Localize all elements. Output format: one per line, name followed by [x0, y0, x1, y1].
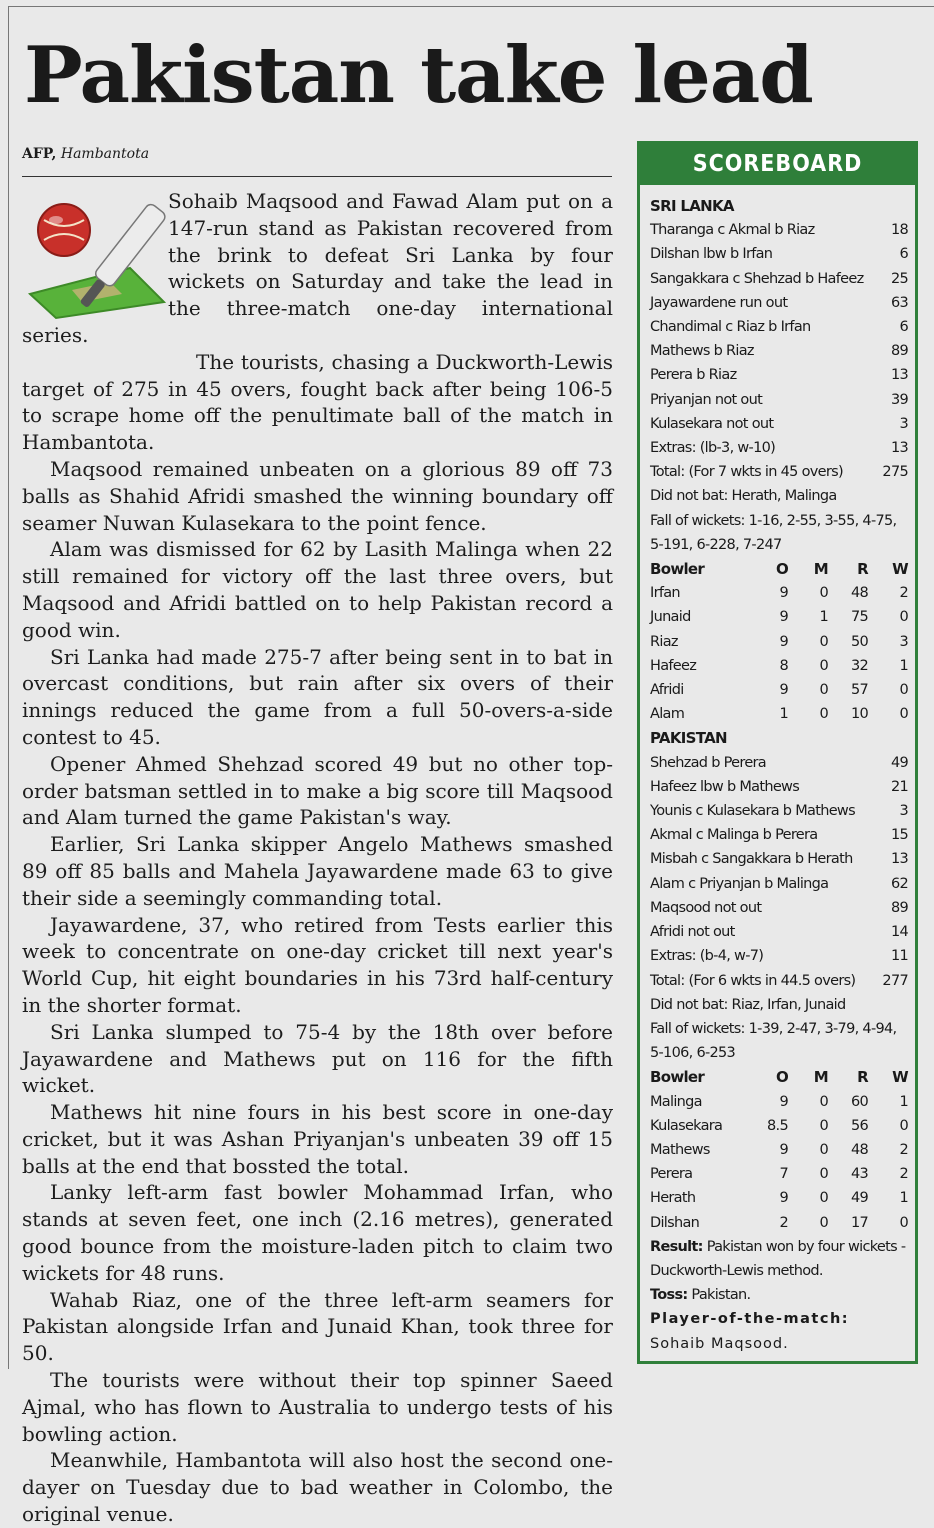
- maidens: 0: [819, 1117, 828, 1134]
- runs-col: R: [857, 1068, 868, 1087]
- wickets-col: W: [892, 1068, 908, 1087]
- runs: 13: [890, 367, 908, 384]
- batting-row: [650, 242, 908, 266]
- wickets: 0: [899, 609, 908, 626]
- batting-row: [650, 775, 908, 799]
- total-label: Total: (For 7 wkts in 45 overs): [650, 464, 843, 481]
- total-row: [650, 460, 908, 484]
- batsman: Maqsood not out: [650, 899, 762, 916]
- runs: 18: [890, 222, 908, 239]
- runs: 48: [850, 585, 868, 602]
- runs: 49: [890, 754, 908, 771]
- batting-row: [650, 291, 908, 315]
- runs: 62: [890, 875, 908, 892]
- bowler: Afridi: [650, 682, 684, 699]
- runs: 49: [850, 1190, 868, 1207]
- bowler: Irfan: [650, 585, 680, 602]
- batting-row: [650, 896, 908, 920]
- extras-row: [650, 436, 908, 460]
- batsman: Jayawardene run out: [650, 294, 788, 311]
- wickets: 2: [899, 585, 908, 602]
- did-not-bat: Did not bat: Herath, Malinga: [650, 488, 837, 505]
- bowling-row: [650, 1138, 908, 1162]
- byline-divider: [22, 176, 612, 177]
- wickets: 0: [899, 682, 908, 699]
- runs: 57: [850, 682, 868, 699]
- bowling-row: [650, 1162, 908, 1186]
- article-paragraph: Earlier, Sri Lanka skipper Angelo Mathews smashed 89 off 85 balls and Mahela Jayawardene made 63 to give their side a seemingly commanding total.: [22, 832, 613, 910]
- maidens: 0: [819, 1166, 828, 1183]
- article-paragraph: Maqsood remained unbeaten on a glorious 89 off 73 balls as Shahid Afridi smashed the winning boundary off seamer Nuwan Kulasekara to the point fence.: [22, 456, 613, 535]
- bowler: Herath: [650, 1190, 696, 1207]
- headline: Pakistan take lead: [24, 30, 813, 121]
- batsman: Hafeez lbw b Mathews: [650, 778, 800, 795]
- maidens: 1: [819, 609, 828, 626]
- fall-of-wickets: Fall of wickets: 1-39, 2-47, 3-79, 4-94, 5-106, 6-253: [650, 1020, 897, 1062]
- runs: 13: [890, 851, 908, 868]
- maidens: 0: [819, 1093, 828, 1110]
- overs: 9: [779, 682, 788, 699]
- batting-row: [650, 799, 908, 823]
- total-value: 277: [882, 972, 908, 989]
- article-paragraph: Alam was dismissed for 62 by Lasith Malinga when 22 still remained for victory off the last three overs, but Maqsood and Afridi battled on to help Pakistan record a good win.: [22, 537, 613, 642]
- runs: 63: [890, 294, 908, 311]
- maidens: 0: [819, 682, 828, 699]
- batsman: Alam c Priyanjan b Malinga: [650, 875, 829, 892]
- runs: 3: [899, 803, 908, 820]
- wickets: 0: [899, 706, 908, 723]
- batting-row: [650, 412, 908, 436]
- team-heading: PAKISTAN: [650, 729, 727, 748]
- overs: 9: [779, 609, 788, 626]
- potm-text: Sohaib Maqsood.: [650, 1335, 789, 1352]
- potm-label: Player-of-the-match:: [650, 1311, 850, 1328]
- player-of-the-match: [650, 1307, 908, 1355]
- runs: 48: [850, 1141, 868, 1158]
- maidens: 0: [819, 585, 828, 602]
- batsman: Misbah c Sangakkara b Herath: [650, 851, 853, 868]
- batting-row: [650, 363, 908, 387]
- byline: [22, 146, 149, 162]
- bowling-header: [650, 1065, 908, 1089]
- overs: 8.5: [767, 1117, 788, 1134]
- extras-label: Extras: (b-4, w-7): [650, 948, 764, 965]
- bowling-row: [650, 702, 908, 726]
- runs: 56: [850, 1117, 868, 1134]
- article-paragraph-text: Sohaib Maqsood and Fawad Alam put on a 147-run stand as Pakistan recovered from the brink to defeat Sri Lanka by four wickets on Saturday and take the lead in the three-match one-day international series.: [22, 189, 613, 347]
- batting-row: [650, 920, 908, 944]
- article-paragraph: Mathews hit nine fours in his best score in one-day cricket, but it was Ashan Priyanjan's unbeaten 39 off 15 balls at the end that bossted the total.: [22, 1100, 613, 1178]
- maidens: 0: [819, 633, 828, 650]
- overs: 7: [779, 1166, 788, 1183]
- maidens: 0: [819, 1190, 828, 1207]
- batsman: Priyanjan not out: [650, 391, 763, 408]
- batsman: Perera b Riaz: [650, 367, 737, 384]
- total-value: 275: [882, 464, 908, 481]
- bowler-col: Bowler: [650, 1068, 705, 1087]
- runs: 39: [890, 391, 908, 408]
- toss: [650, 1283, 908, 1307]
- bowler-col: Bowler: [650, 560, 705, 579]
- byline-agency: AFP,: [22, 146, 57, 162]
- batsman: Younis c Kulasekara b Mathews: [650, 803, 855, 820]
- batsman: Chandimal c Riaz b Irfan: [650, 319, 811, 336]
- runs: 32: [850, 657, 868, 674]
- bowling-row: [650, 581, 908, 605]
- total-label: Total: (For 6 wkts in 44.5 overs): [650, 972, 856, 989]
- wickets: 1: [899, 1093, 908, 1110]
- article-paragraph: The tourists were without their top spinner Saeed Ajmal, who has flown to Australia to undergo tests of his bowling action.: [22, 1368, 613, 1446]
- runs: 14: [890, 924, 908, 941]
- batsman: Shehzad b Perera: [650, 754, 766, 771]
- runs: 75: [850, 609, 868, 626]
- article-paragraph: Sri Lanka had made 275-7 after being sent in to bat in overcast conditions, but rain after six overs of their innings reduced the game from a full 50-overs-a-side contest to 45.: [22, 644, 613, 749]
- bowler: Junaid: [650, 609, 691, 626]
- batting-row: [650, 388, 908, 412]
- overs: 9: [779, 1190, 788, 1207]
- runs: 21: [890, 778, 908, 795]
- toss-label: Toss:: [650, 1287, 688, 1304]
- runs: 89: [890, 899, 908, 916]
- runs: 60: [850, 1093, 868, 1110]
- batsman: Akmal c Malinga b Perera: [650, 827, 818, 844]
- batsman: Sangakkara c Shehzad b Hafeez: [650, 270, 864, 287]
- bowling-row: [650, 1186, 908, 1210]
- overs: 9: [779, 585, 788, 602]
- result-label: Result:: [650, 1238, 703, 1255]
- logo-space: [22, 188, 168, 318]
- wickets: 2: [899, 1166, 908, 1183]
- toss-text: Pakistan.: [691, 1287, 751, 1304]
- extras-value: 11: [890, 948, 908, 965]
- wickets: 3: [899, 633, 908, 650]
- batting-row: [650, 339, 908, 363]
- bowling-row: [650, 605, 908, 629]
- bowler: Alam: [650, 706, 685, 723]
- batting-row: [650, 823, 908, 847]
- bowling-row: [650, 1090, 908, 1114]
- scoreboard: [637, 141, 918, 1364]
- bowler: Hafeez: [650, 657, 697, 674]
- batsman: Dilshan lbw b Irfan: [650, 246, 773, 263]
- wickets-col: W: [892, 560, 908, 579]
- batsman: Tharanga c Akmal b Riaz: [650, 222, 815, 239]
- bowler: Mathews: [650, 1141, 710, 1158]
- bowling-row: [650, 654, 908, 678]
- maidens: 0: [819, 1214, 828, 1231]
- batting-row: [650, 267, 908, 291]
- wickets: 2: [899, 1141, 908, 1158]
- bowling-row: [650, 678, 908, 702]
- bowler: Dilshan: [650, 1214, 700, 1231]
- runs: 17: [850, 1214, 868, 1231]
- batting-row: [650, 751, 908, 775]
- batting-row: [650, 218, 908, 242]
- overs: 9: [779, 1093, 788, 1110]
- overs-col: O: [775, 560, 788, 579]
- runs: 25: [890, 270, 908, 287]
- runs: 15: [890, 827, 908, 844]
- article-paragraph: Jayawardene, 37, who retired from Tests earlier this week to concentrate on one-day cricket till next year's World Cup, hit eight boundaries in his 73rd half-century in the shorter format.: [22, 912, 613, 1017]
- article-paragraph: The tourists, chasing a Duckworth-Lewis target of 275 in 45 overs, fought back after being 106-5 to scrape home off the penultimate ball of the match in Hambantota.: [22, 349, 613, 455]
- wickets: 1: [899, 657, 908, 674]
- article-paragraph: Wahab Riaz, one of the three left-arm seamers for Pakistan alongside Irfan and Junaid Khan, took three for 50.: [22, 1287, 613, 1366]
- runs: 6: [899, 246, 908, 263]
- byline-place: Hambantota: [60, 146, 150, 162]
- article-paragraph: [22, 188, 613, 349]
- overs: 2: [779, 1214, 788, 1231]
- batsman: Afridi not out: [650, 924, 735, 941]
- article-paragraph: Lanky left-arm fast bowler Mohammad Irfan, who stands at seven feet, one inch (2.16 metres), generated good bounce from the moisture-laden pitch to claim two wickets for 48 runs.: [22, 1180, 613, 1285]
- bowler: Perera: [650, 1166, 693, 1183]
- bowling-header: [650, 557, 908, 581]
- runs: 43: [850, 1166, 868, 1183]
- wickets: 1: [899, 1190, 908, 1207]
- overs: 9: [779, 633, 788, 650]
- runs-col: R: [857, 560, 868, 579]
- batting-row: [650, 847, 908, 871]
- batsman: Kulasekara not out: [650, 415, 774, 432]
- wickets: 0: [899, 1117, 908, 1134]
- bowling-row: [650, 1114, 908, 1138]
- overs-col: O: [775, 1068, 788, 1087]
- maidens: 0: [819, 657, 828, 674]
- scoreboard-title: SCOREBOARD: [640, 141, 915, 185]
- maidens-col: M: [813, 1068, 828, 1087]
- extras-value: 13: [890, 440, 908, 457]
- result-text: Pakistan won by four wickets - Duckworth-Lewis method.: [650, 1238, 906, 1279]
- bowling-row: [650, 1211, 908, 1235]
- maidens-col: M: [813, 560, 828, 579]
- bowler: Malinga: [650, 1093, 702, 1110]
- overs: 1: [779, 706, 788, 723]
- wickets: 0: [899, 1214, 908, 1231]
- batting-row: [650, 872, 908, 896]
- article-paragraph: Sri Lanka slumped to 75-4 by the 18th over before Jayawardene and Mathews put on 116 for the fifth wicket.: [22, 1019, 613, 1098]
- match-result: [650, 1235, 908, 1283]
- article-body: [22, 188, 613, 1528]
- batsman: Mathews b Riaz: [650, 343, 754, 360]
- overs: 8: [779, 657, 788, 674]
- bowler: Kulasekara: [650, 1117, 723, 1134]
- total-row: [650, 969, 908, 993]
- batting-row: [650, 315, 908, 339]
- team-heading: SRI LANKA: [650, 197, 734, 215]
- runs: 10: [850, 706, 868, 723]
- scoreboard-body: [640, 185, 915, 1356]
- bowling-row: [650, 630, 908, 654]
- maidens: 0: [819, 706, 828, 723]
- fall-of-wickets: Fall of wickets: 1-16, 2-55, 3-55, 4-75, 5-191, 6-228, 7-247: [650, 512, 897, 553]
- maidens: 0: [819, 1141, 828, 1158]
- runs: 89: [890, 343, 908, 360]
- article-paragraph: Meanwhile, Hambantota will also host the second one-dayer on Tuesday due to bad weather in Colombo, the original venue.: [22, 1448, 613, 1527]
- runs: 50: [850, 633, 868, 650]
- runs: 3: [899, 415, 908, 432]
- runs: 6: [899, 319, 908, 336]
- extras-row: [650, 944, 908, 968]
- overs: 9: [779, 1141, 788, 1158]
- bowler: Riaz: [650, 633, 678, 650]
- did-not-bat: Did not bat: Riaz, Irfan, Junaid: [650, 996, 846, 1013]
- extras-label: Extras: (lb-3, w-10): [650, 440, 776, 457]
- article-paragraph: Opener Ahmed Shehzad scored 49 but no other top-order batsman settled in to make a big score till Maqsood and Alam turned the game Pakistan's way.: [22, 751, 613, 830]
